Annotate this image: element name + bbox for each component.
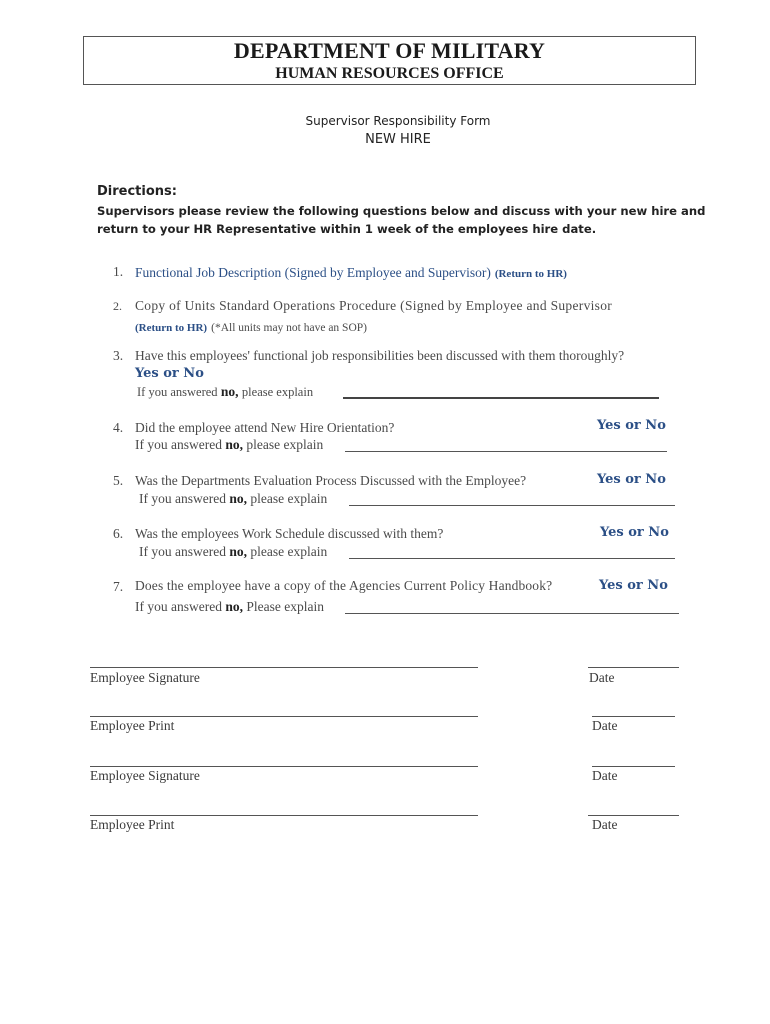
directions-line-1: Supervisors please review the following questions below and discuss with your new hire and xyxy=(97,204,706,218)
explain-prefix: If you answered xyxy=(139,544,226,559)
item-number: 5. xyxy=(113,473,124,488)
explain-field-3 xyxy=(137,384,313,400)
date-line[interactable] xyxy=(592,716,675,717)
explain-input-line[interactable] xyxy=(343,397,659,399)
item-number: 4. xyxy=(113,420,124,435)
question-3-text: Have this employees' functional job responsibilities been discussed with them thoroughly? xyxy=(135,348,625,363)
directions-line-2: return to your HR Representative within 1 week of the employees hire date. xyxy=(97,222,597,236)
sop-note: (*All units may not have an SOP) xyxy=(211,322,367,334)
date-line[interactable] xyxy=(588,815,679,816)
item-number: 6. xyxy=(113,526,124,541)
employee-print-label: Employee Print xyxy=(90,817,175,832)
date-label: Date xyxy=(592,817,618,832)
yes-or-no-answer[interactable]: Yes or No xyxy=(599,578,668,593)
return-to-hr-note: (Return to HR) xyxy=(135,322,208,334)
explain-bold: no, xyxy=(220,384,239,399)
yes-or-no-answer[interactable]: Yes or No xyxy=(600,525,669,540)
explain-bold: no, xyxy=(229,544,247,559)
question-7-text: Does the employee have a copy of the Agencies Current Policy Handbook? xyxy=(135,578,553,593)
question-2-notes xyxy=(135,318,367,336)
return-to-hr-note: (Return to HR) xyxy=(494,268,567,280)
employee-signature-line[interactable] xyxy=(90,667,478,668)
explain-bold: no, xyxy=(225,599,243,614)
question-1-text: Functional Job Description (Signed by Employee and Supervisor) xyxy=(135,265,491,280)
yes-or-no-answer[interactable]: Yes or No xyxy=(597,418,666,433)
employee-signature-line[interactable] xyxy=(90,766,478,767)
employee-print-line[interactable] xyxy=(90,815,478,816)
explain-input-line[interactable] xyxy=(349,558,675,559)
explain-suffix: please explain xyxy=(250,491,328,506)
employee-signature-label: Employee Signature xyxy=(90,670,200,685)
question-5-text: Was the Departments Evaluation Process Discussed with the Employee? xyxy=(135,473,527,488)
explain-suffix: please explain xyxy=(250,544,328,559)
explain-input-line[interactable] xyxy=(345,613,679,614)
header-box xyxy=(83,36,696,85)
explain-prefix: If you answered xyxy=(139,491,226,506)
directions-heading: Directions: xyxy=(97,184,177,199)
explain-field-5 xyxy=(139,491,327,507)
item-number: 7. xyxy=(113,579,124,594)
explain-field-7 xyxy=(135,599,324,615)
explain-suffix: please explain xyxy=(241,385,314,399)
explain-input-line[interactable] xyxy=(349,505,675,506)
explain-prefix: If you answered xyxy=(135,437,222,452)
explain-bold: no, xyxy=(225,437,243,452)
date-line[interactable] xyxy=(588,667,679,668)
date-label: Date xyxy=(592,718,618,733)
explain-input-line[interactable] xyxy=(345,451,667,452)
yes-or-no-answer[interactable]: Yes or No xyxy=(597,472,666,487)
employee-print-label: Employee Print xyxy=(90,718,175,733)
department-title: DEPARTMENT OF MILITARY xyxy=(233,38,546,63)
question-6-text: Was the employees Work Schedule discussed with them? xyxy=(135,526,444,541)
question-4-text: Did the employee attend New Hire Orientation? xyxy=(135,420,395,435)
employee-print-line[interactable] xyxy=(90,716,478,717)
item-number: 3. xyxy=(113,348,124,363)
question-1 xyxy=(135,264,567,282)
date-line[interactable] xyxy=(592,766,675,767)
question-2-text: Copy of Units Standard Operations Procedure (Signed by Employee and Supervisor xyxy=(135,298,613,313)
office-subtitle: HUMAN RESOURCES OFFICE xyxy=(275,65,504,82)
explain-field-6 xyxy=(139,544,327,560)
explain-suffix: please explain xyxy=(246,437,324,452)
date-label: Date xyxy=(592,768,618,783)
date-label: Date xyxy=(589,670,615,685)
explain-suffix: Please explain xyxy=(246,599,324,614)
explain-field-4 xyxy=(135,437,323,453)
form-title: Supervisor Responsibility Form xyxy=(305,114,491,128)
employee-signature-label: Employee Signature xyxy=(90,768,200,783)
explain-prefix: If you answered xyxy=(137,385,218,399)
yes-or-no-answer[interactable]: Yes or No xyxy=(135,366,204,381)
explain-prefix: If you answered xyxy=(135,599,222,614)
form-subtitle: NEW HIRE xyxy=(365,132,431,147)
item-number: 2. xyxy=(113,299,122,313)
explain-bold: no, xyxy=(229,491,247,506)
item-number: 1. xyxy=(113,264,124,279)
